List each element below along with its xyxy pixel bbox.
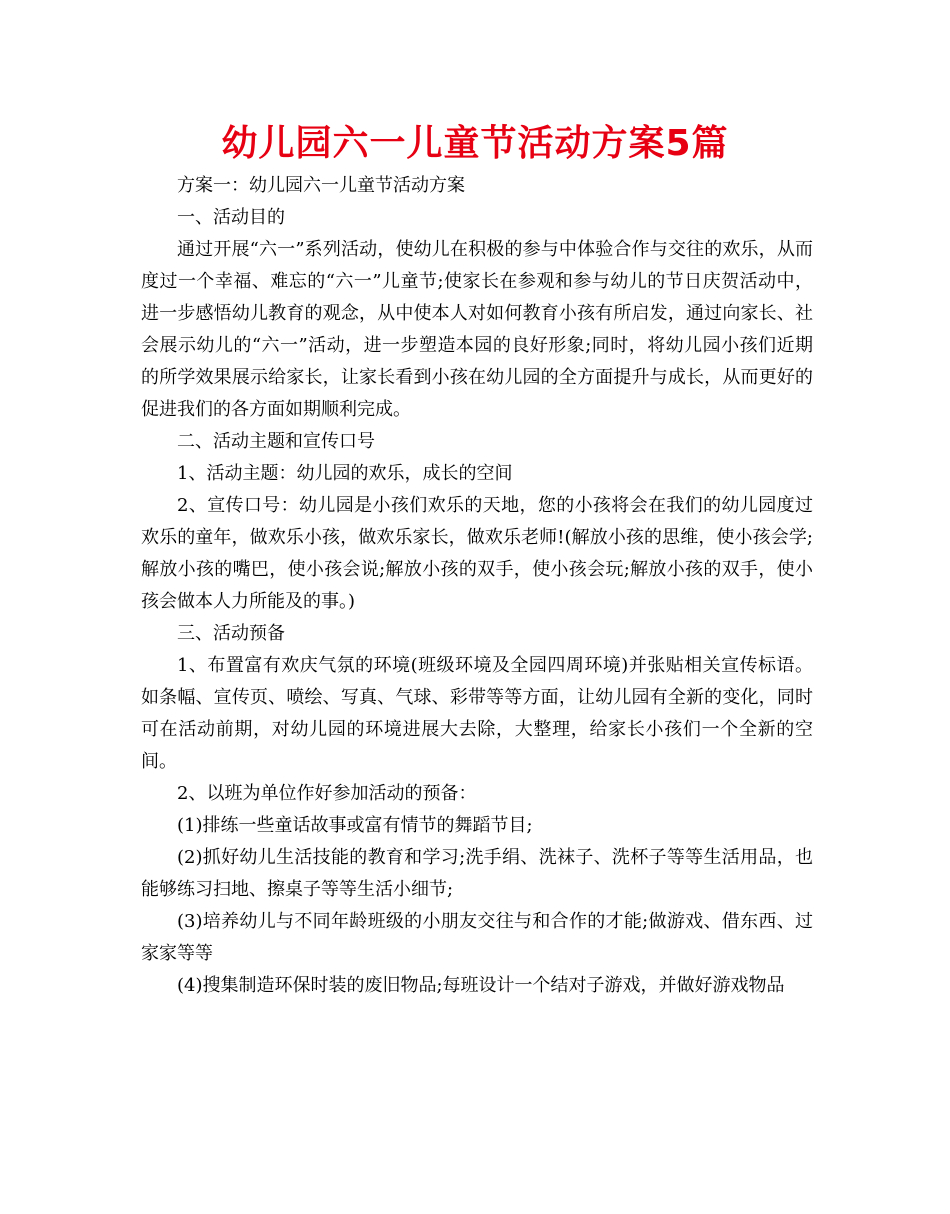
section-heading-preparation: 三、活动预备 [177,623,285,644]
paragraph-theme: 1、活动主题：幼儿园的欢乐，成长的空间 [177,463,513,484]
paragraph-purpose: 通过开展“六一”系列活动，使幼儿在积极的参与中体验合作与交往的欢乐，从而度过一个幸福、难忘的“六一”儿童节;使家长在参观和参与幼儿的节日庆贺活动中，进一步感悟幼儿教育的观念，从中使本人对如何教育小孩有所启发，通过向家长、社会展示幼儿的“六一”活动，进一步塑造本园的良好形象;同时，将幼儿园小孩们近期的所学效果展示给家长，让家长看到小孩在幼儿园的全方面提升与成长，从而更好的促进我们的各方面如期顺利完成。 [141,239,813,420]
section-heading-theme: 二、活动主题和宣传口号 [177,431,375,452]
section-heading-plan-one: 方案一：幼儿园六一儿童节活动方案 [177,175,465,196]
document-title: 幼儿园六一儿童节活动方案5篇 [221,123,729,164]
list-item-materials: (4)搜集制造环保时装的废旧物品;每班设计一个结对子游戏，并做好游戏物品 [177,975,785,996]
paragraph-environment: 1、布置富有欢庆气氛的环境(班级环境及全园四周环境)并张贴相关宣传标语。如条幅、宣传页、喷绘、写真、气球、彩带等等方面，让幼儿园有全新的变化，同时可在活动前期，对幼儿园的环境进展大去除，大整理，给家长小孩们一个全新的空间。 [141,655,813,772]
list-item-life-skills: (2)抓好幼儿生活技能的教育和学习;洗手绢、洗袜子、洗杯子等等生活用品，也能够练习扫地、擦桌子等等生活小细节; [141,847,813,900]
section-heading-purpose: 一、活动目的 [177,207,285,228]
document-body [141,170,813,1002]
paragraph-slogan: 2、宣传口号：幼儿园是小孩们欢乐的天地，您的小孩将会在我们的幼儿园度过欢乐的童年，做欢乐小孩，做欢乐家长，做欢乐老师!(解放小孩的思维，使小孩会学;解放小孩的嘴巴，使小孩会说;解放小孩的双手，使小孩会玩;解放小孩的双手，使小孩会做本人力所能及的事。) [141,495,813,612]
list-item-interaction: (3)培养幼儿与不同年龄班级的小朋友交往与和合作的才能;做游戏、借东西、过家家等等 [141,911,813,964]
paragraph-class-preparation: 2、以班为单位作好参加活动的预备： [177,783,477,804]
list-item-rehearsal: (1)排练一些童话故事或富有情节的舞蹈节目; [177,815,533,836]
